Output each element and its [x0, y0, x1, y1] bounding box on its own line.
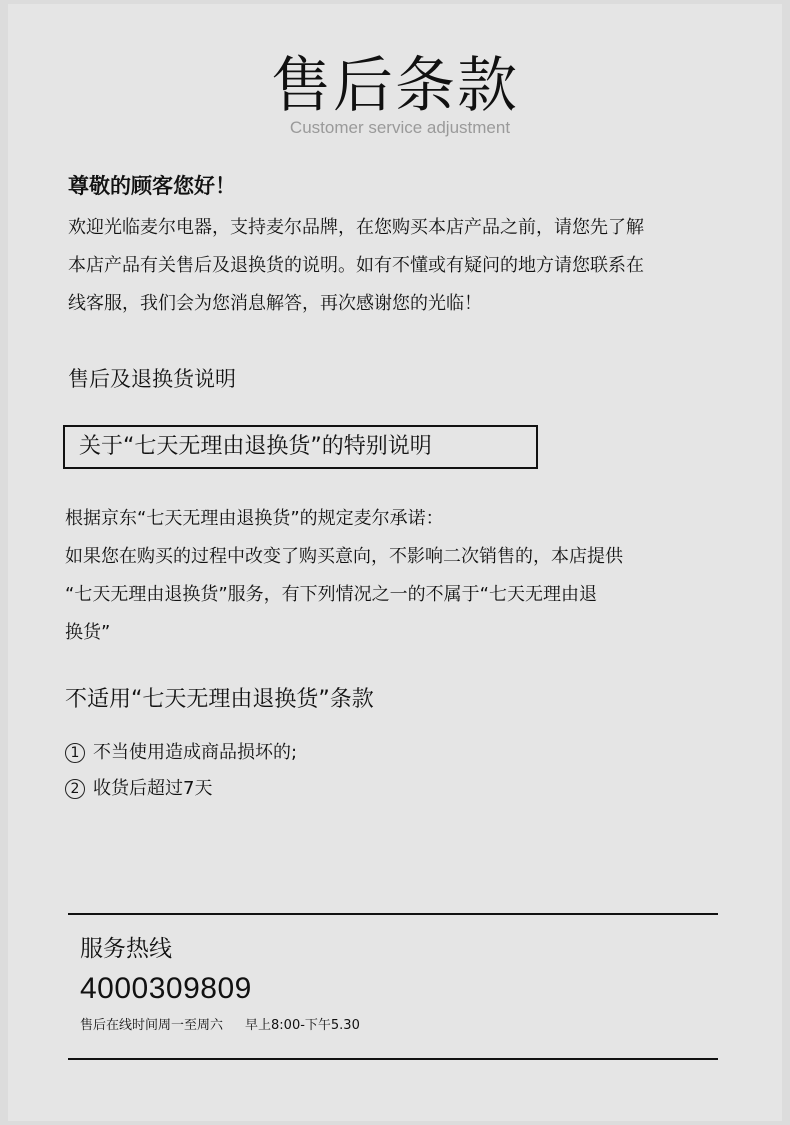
policy-line: “七天无理由退换货”服务，有下列情况之一的不属于“七天无理由退	[65, 584, 597, 605]
exclusion-heading: 不适用“七天无理由退换货”条款	[65, 687, 374, 712]
list-item	[65, 735, 297, 771]
intro-line: 本店产品有关售后及退换货的说明。如有不懂或有疑问的地方请您联系在	[68, 255, 644, 276]
circled-number: 2	[65, 779, 85, 799]
hotline-number: 4000309809	[80, 972, 252, 1005]
policy-line: 如果您在购买的过程中改变了购买意向，不影响二次销售的，本店提供	[65, 546, 623, 567]
policy-line: 根据京东“七天无理由退换货”的规定麦尔承诺：	[65, 508, 444, 529]
exclusion-text: 收货后超过7天	[93, 778, 213, 799]
policy-paragraph	[65, 500, 765, 652]
page-subtitle: Customer service adjustment	[289, 118, 511, 137]
hotline-label: 服务热线	[80, 936, 172, 962]
list-item	[65, 771, 297, 807]
after-sales-heading: 售后及退换货说明	[68, 367, 236, 391]
service-hours-time: 早上8:00-下午5.30	[245, 1018, 360, 1033]
page-title: 售后条款	[271, 51, 519, 121]
policy-line: 换货”	[65, 622, 111, 643]
intro-line: 线客服，我们会为您消息解答，再次感谢您的光临！	[68, 293, 482, 314]
service-hours	[80, 1016, 360, 1036]
exclusion-list	[65, 735, 297, 807]
exclusion-text: 不当使用造成商品损坏的;	[93, 742, 298, 763]
intro-paragraph	[68, 209, 758, 323]
intro-line: 欢迎光临麦尔电器，支持麦尔品牌，在您购买本店产品之前，请您先了解	[68, 217, 644, 238]
greeting-heading: 尊敬的顾客您好！	[68, 174, 236, 198]
seven-day-policy-box: 关于“七天无理由退换货”的特别说明	[63, 425, 538, 469]
service-hours-label: 售后在线时间周一至周六	[80, 1018, 224, 1033]
divider-top	[68, 913, 718, 915]
circled-number: 1	[65, 743, 85, 763]
divider-bottom	[68, 1058, 718, 1060]
